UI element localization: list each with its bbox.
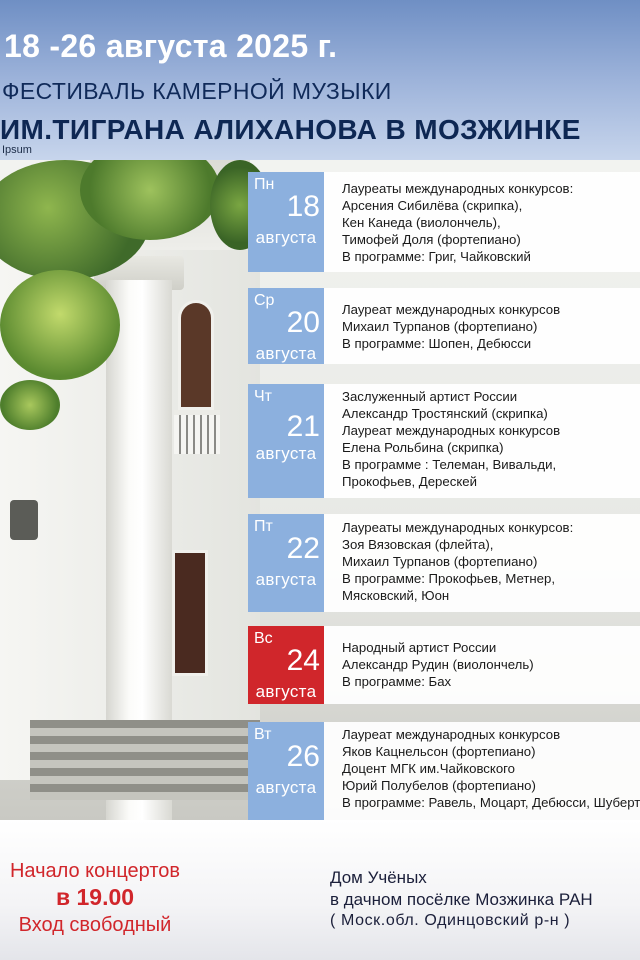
info-line: Елена Рольбина (скрипка) bbox=[342, 440, 504, 455]
concert-row bbox=[248, 288, 640, 364]
date-box-highlighted bbox=[248, 626, 324, 704]
concert-start-time: в 19.00 bbox=[55, 884, 135, 910]
concert-info bbox=[324, 722, 640, 822]
month: августа bbox=[255, 344, 317, 363]
venue-location: в дачном посёлке Мозжинка РАН bbox=[330, 890, 593, 909]
festival-title: ФЕСТИВАЛЬ КАМЕРНОЙ МУЗЫКИ bbox=[2, 78, 392, 104]
concert-info bbox=[324, 626, 640, 704]
info-line: В программе: Григ, Чайковский bbox=[342, 249, 531, 264]
footer bbox=[0, 820, 640, 960]
date-box bbox=[248, 172, 324, 272]
month: августа bbox=[255, 570, 317, 589]
info-line: Кен Канеда (виолончель), bbox=[342, 215, 501, 230]
info-line: Лауреат международных конкурсов bbox=[342, 302, 561, 317]
concert-row bbox=[248, 722, 640, 822]
info-line: Арсения Сибилёва (скрипка), bbox=[342, 198, 523, 213]
month: августа bbox=[255, 682, 317, 701]
day-of-week: Вс bbox=[254, 630, 273, 647]
watermark-text: Ipsum bbox=[2, 144, 32, 156]
month: августа bbox=[255, 444, 317, 463]
info-line: Яков Кацнельсон (фортепиано) bbox=[342, 744, 536, 759]
day-number: 20 bbox=[286, 306, 320, 339]
date-box bbox=[248, 722, 324, 822]
day-of-week: Вт bbox=[254, 726, 272, 743]
month: августа bbox=[255, 228, 317, 247]
concert-info bbox=[324, 384, 640, 498]
info-line: Мясковский, Юон bbox=[342, 588, 450, 603]
info-line: Юрий Полубелов (фортепиано) bbox=[342, 778, 536, 793]
date-box bbox=[248, 384, 324, 498]
info-line: Доцент МГК им.Чайковского bbox=[342, 761, 516, 776]
day-number: 18 bbox=[286, 190, 320, 223]
concert-row bbox=[248, 172, 640, 272]
concert-row bbox=[248, 626, 640, 704]
info-line: В программе: Равель, Моцарт, Дебюсси, Шуберт bbox=[342, 795, 640, 810]
info-line: Прокофьев, Дерескей bbox=[342, 474, 477, 489]
info-line: Лауреаты международных конкурсов: bbox=[342, 520, 574, 535]
day-of-week: Пт bbox=[254, 518, 273, 535]
info-line: Заслуженный артист России bbox=[342, 389, 518, 404]
month: августа bbox=[255, 778, 317, 797]
day-number: 26 bbox=[286, 740, 320, 773]
festival-dates: 18 -26 августа 2025 г. bbox=[4, 28, 338, 64]
concert-row bbox=[248, 514, 640, 612]
day-number: 24 bbox=[286, 644, 320, 677]
day-of-week: Чт bbox=[254, 388, 272, 405]
day-of-week: Пн bbox=[254, 176, 275, 193]
info-line: Александр Тростянский (скрипка) bbox=[342, 406, 548, 421]
info-line: Лауреаты международных конкурсов: bbox=[342, 181, 574, 196]
info-line: Михаил Турпанов (фортепиано) bbox=[342, 319, 538, 334]
venue-name: Дом Учёных bbox=[330, 868, 427, 887]
day-number: 22 bbox=[286, 532, 320, 565]
info-line: Народный артист России bbox=[342, 640, 497, 655]
concert-row bbox=[248, 384, 640, 498]
info-line: Лауреат международных конкурсов bbox=[342, 727, 561, 742]
info-line: В программе: Прокофьев, Метнер, bbox=[342, 571, 556, 586]
date-box bbox=[248, 288, 324, 364]
concert-info bbox=[324, 514, 640, 612]
concert-info bbox=[324, 288, 640, 364]
free-entry-label: Вход свободный bbox=[18, 914, 172, 936]
concert-info bbox=[324, 172, 640, 272]
info-line: В программе : Телеман, Вивальди, bbox=[342, 457, 557, 472]
info-line: Зоя Вязовская (флейта), bbox=[342, 537, 494, 552]
info-line: В программе: Шопен, Дебюсси bbox=[342, 336, 532, 351]
date-box bbox=[248, 514, 324, 612]
info-line: Лауреат международных конкурсов bbox=[342, 423, 561, 438]
info-line: В программе: Бах bbox=[342, 674, 452, 689]
day-of-week: Ср bbox=[254, 292, 275, 309]
info-line: Тимофей Доля (фортепиано) bbox=[342, 232, 521, 247]
info-line: Александр Рудин (виолончель) bbox=[342, 657, 534, 672]
info-line: Михаил Турпанов (фортепиано) bbox=[342, 554, 538, 569]
venue-region: ( Моск.обл. Одинцовский р-н ) bbox=[330, 912, 571, 929]
concert-start-label: Начало концертов bbox=[9, 860, 181, 882]
festival-name: ИМ.ТИГРАНА АЛИХАНОВА В МОЗЖИНКЕ bbox=[0, 114, 581, 145]
day-number: 21 bbox=[286, 410, 320, 443]
